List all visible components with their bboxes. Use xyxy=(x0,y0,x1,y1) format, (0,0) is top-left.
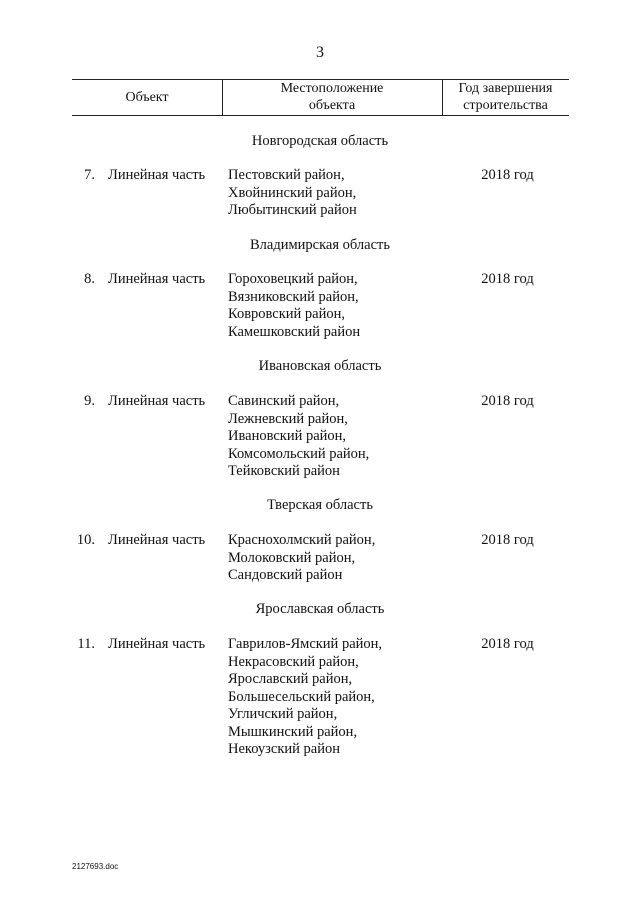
location-item: Ивановский район, xyxy=(228,428,347,444)
header-location xyxy=(222,80,442,114)
row-year: 2018 год xyxy=(481,532,534,548)
header-year-line1: Год завершения xyxy=(458,81,553,96)
row-locations xyxy=(228,167,357,220)
row-object: Линейная часть xyxy=(108,271,206,287)
location-item: Гаврилов-Ямский район, xyxy=(228,636,383,652)
row-year: 2018 год xyxy=(481,393,534,409)
row-object: Линейная часть xyxy=(108,532,206,548)
location-item: Молоковский район, xyxy=(228,549,356,566)
row-year: 2018 год xyxy=(481,636,534,652)
location-item: Савинский район, xyxy=(228,393,340,409)
page-number: 3 xyxy=(316,44,324,61)
region-heading: Новгородская область xyxy=(251,133,389,149)
row-locations xyxy=(228,393,369,481)
row-locations xyxy=(228,532,375,585)
location-item: Угличский район, xyxy=(228,706,338,722)
row-object: Линейная часть xyxy=(108,393,206,409)
location-item: Гороховецкий район, xyxy=(228,271,358,287)
location-item: Некрасовский район, xyxy=(228,653,359,670)
row-number: 7. xyxy=(84,167,95,183)
location-item: Краснохолмский район, xyxy=(228,532,376,548)
location-item: Пестовский район, xyxy=(228,167,345,183)
location-item: Вязниковский район, xyxy=(228,288,359,305)
location-item: Ковровский район, xyxy=(228,306,346,322)
location-item: Мышкинский район, xyxy=(228,723,358,740)
row-number: 10. xyxy=(76,532,95,548)
header-object: Объект xyxy=(125,90,169,105)
location-item: Лежневский район, xyxy=(228,410,348,427)
location-item: Комсомольский район, xyxy=(228,445,370,462)
region-heading: Владимирская область xyxy=(250,237,390,253)
location-item: Тейковский район xyxy=(228,463,340,479)
row-object: Линейная часть xyxy=(108,167,206,183)
footer-filename: 2127693.doc xyxy=(72,862,119,871)
row-number: 9. xyxy=(84,393,95,409)
location-item: Большесельский район, xyxy=(228,688,375,705)
row-number: 11. xyxy=(77,636,95,652)
location-item: Хвойнинский район, xyxy=(228,184,357,201)
header-location-line2: объекта xyxy=(308,98,356,113)
region-heading: Ярославская область xyxy=(255,601,385,617)
header-location-line1: Местоположение xyxy=(280,81,384,96)
location-item: Некоузский район xyxy=(228,741,340,757)
region-heading: Ивановская область xyxy=(258,358,382,374)
header-year xyxy=(442,80,569,114)
header-year-line2: строительства xyxy=(463,98,548,113)
row-year: 2018 год xyxy=(481,271,534,287)
region-heading: Тверская область xyxy=(267,497,373,513)
row-object: Линейная часть xyxy=(108,636,206,652)
location-item: Любытинский район xyxy=(228,202,357,218)
location-item: Сандовский район xyxy=(228,567,343,583)
row-locations xyxy=(228,636,382,759)
row-year: 2018 год xyxy=(481,167,534,183)
row-number: 8. xyxy=(84,271,95,287)
location-item: Камешковский район xyxy=(228,323,361,340)
location-item: Ярославский район, xyxy=(228,671,353,687)
header-bottom-rule xyxy=(72,115,569,116)
row-locations xyxy=(228,271,360,341)
